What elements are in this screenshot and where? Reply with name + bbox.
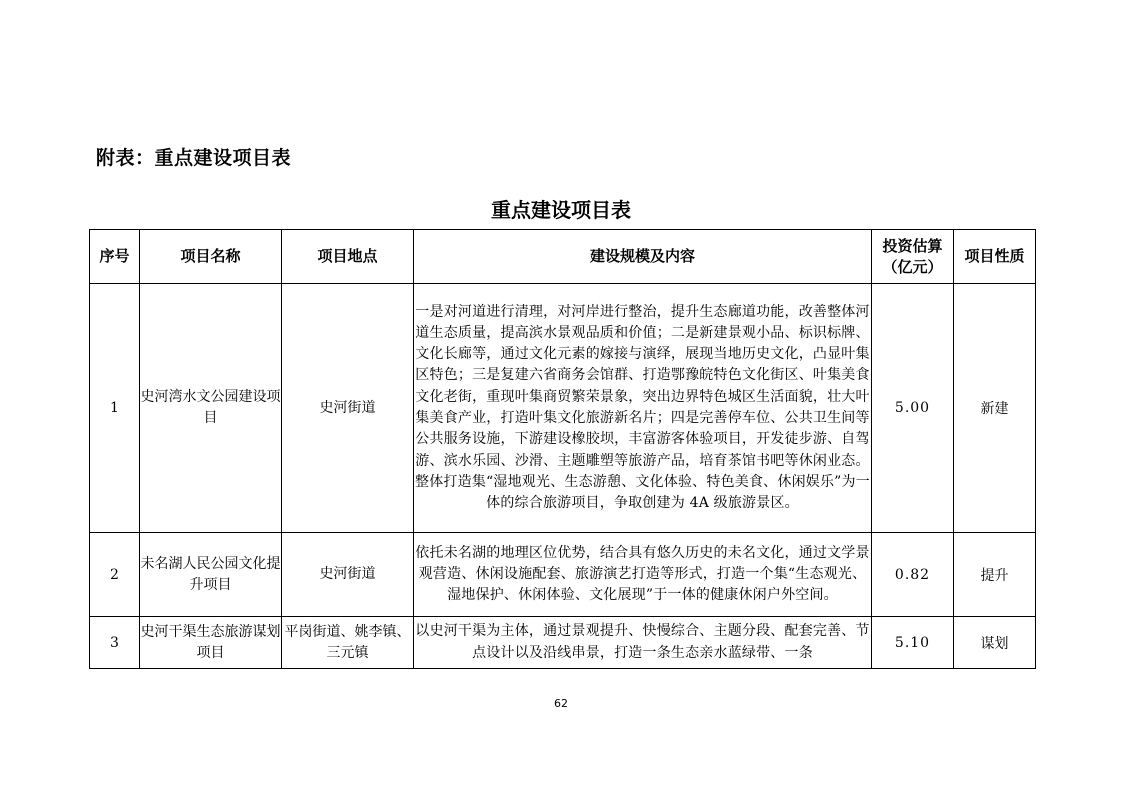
table-title: 重点建设项目表	[491, 198, 631, 222]
table-header-row	[90, 230, 1036, 284]
appendix-title: 附表：重点建设项目表	[96, 147, 292, 169]
page-number: 62	[554, 697, 568, 710]
projects-table	[89, 229, 1036, 669]
project-name: 史河湾水文公园建设项目	[140, 284, 282, 533]
header-investment-line2: （亿元）	[882, 257, 943, 276]
header-name: 项目名称	[140, 230, 282, 284]
header-investment-line1: 投资估算	[882, 236, 943, 255]
project-location: 史河街道	[282, 533, 414, 617]
header-location: 项目地点	[282, 230, 414, 284]
header-content: 建设规模及内容	[414, 230, 872, 284]
project-location: 史河街道	[282, 284, 414, 533]
project-name: 史河干渠生态旅游谋划项目	[140, 617, 282, 669]
project-location: 平岗街道、姚李镇、三元镇	[282, 617, 414, 669]
table-row	[90, 533, 1036, 617]
header-nature: 项目性质	[954, 230, 1036, 284]
project-investment: 5.00	[872, 284, 954, 533]
row-index: 1	[90, 284, 140, 533]
table-row	[90, 284, 1036, 533]
project-investment: 5.10	[872, 617, 954, 669]
row-index: 2	[90, 533, 140, 617]
table-row	[90, 617, 1036, 669]
header-index: 序号	[90, 230, 140, 284]
project-content: 一是对河道进行清理，对河岸进行整治，提升生态廊道功能，改善整体河道生态质量，提高滨水景观品质和价值；二是新建景观小品、标识标牌、文化长廊等，通过文化元素的嫁接与演绎，展现当地历史文化，凸显叶集区特色；三是复建六省商务会馆群、打造鄂豫皖特色文化街区、叶集美食文化老街，重现叶集商贸繁荣景象，突出边界特色城区生活面貌，壮大叶集美食产业，打造叶集文化旅游新名片；四是完善停车位、公共卫生间等公共服务设施，下游建设橡胶坝，丰富游客体验项目，开发徒步游、自驾游、滨水乐园、沙滑、主题雕塑等旅游产品，培育茶馆书吧等休闲业态。整体打造集“湿地观光、生态游憩、文化体验、特色美食、休闲娱乐”为一体的综合旅游项目，争取创建为 4A 级旅游景区。	[414, 284, 872, 533]
project-investment: 0.82	[872, 533, 954, 617]
project-nature: 谋划	[954, 617, 1036, 669]
project-nature: 新建	[954, 284, 1036, 533]
project-name: 未名湖人民公园文化提升项目	[140, 533, 282, 617]
project-nature: 提升	[954, 533, 1036, 617]
row-index: 3	[90, 617, 140, 669]
project-content: 以史河干渠为主体，通过景观提升、快慢综合、主题分段、配套完善、节点设计以及沿线串景，打造一条生态亲水蓝绿带、一条	[414, 617, 872, 669]
header-investment	[872, 230, 954, 284]
project-content: 依托未名湖的地理区位优势，结合具有悠久历史的未名文化，通过文学景观营造、休闲设施配套、旅游演艺打造等形式，打造一个集“生态观光、湿地保护、休闲体验、文化展现”于一体的健康休闲户外空间。	[414, 533, 872, 617]
